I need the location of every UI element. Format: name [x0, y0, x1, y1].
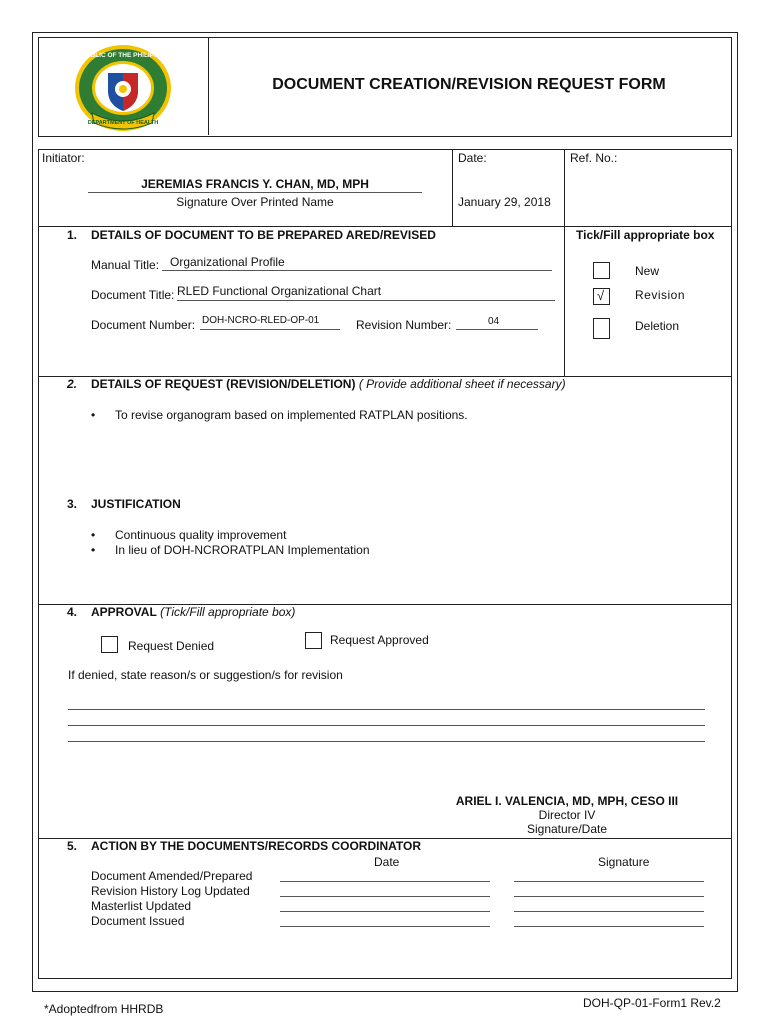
initiator-name: JEREMIAS FRANCIS Y. CHAN, MD, MPH — [141, 177, 369, 191]
date-label: Date: — [458, 151, 487, 165]
action-signature-line-2[interactable] — [514, 896, 704, 897]
section2-heading: DETAILS OF REQUEST (REVISION/DELETION) — [91, 377, 356, 391]
initiator-signature-line — [88, 192, 422, 193]
ref-no-label: Ref. No.: — [570, 151, 618, 165]
approver-caption: Signature/Date — [526, 822, 608, 836]
reason-line-1[interactable] — [68, 709, 705, 710]
revision-label: Revision — [635, 288, 686, 302]
action-date-line-4[interactable] — [280, 926, 490, 927]
new-checkbox[interactable] — [593, 262, 610, 279]
signature-caption: Signature Over Printed Name — [176, 195, 334, 209]
new-label: New — [635, 264, 660, 278]
request-denied-checkbox[interactable] — [101, 636, 118, 653]
section1-number: 1. — [67, 228, 78, 242]
request-denied-label: Request Denied — [128, 639, 215, 653]
section3-number: 3. — [67, 497, 78, 511]
approver-title: Director IV — [538, 808, 596, 822]
date-value: January 29, 2018 — [458, 195, 551, 209]
action-signature-line-3[interactable] — [514, 911, 704, 912]
section5-heading: ACTION BY THE DOCUMENTS/RECORDS COORDINATOR — [91, 839, 422, 853]
deletion-label: Deletion — [635, 319, 680, 333]
revision-number-label: Revision Number: — [356, 318, 452, 332]
footer-left: *Adoptedfrom HHRDB — [44, 1002, 164, 1016]
form-title: DOCUMENT CREATION/REVISION REQUEST FORM — [272, 76, 666, 93]
revision-number-value: 04 — [488, 316, 500, 327]
action-row-label-1: Document Amended/Prepared — [91, 869, 253, 883]
action-date-line-3[interactable] — [280, 911, 490, 912]
document-title-value: RLED Functional Organizational Chart — [177, 284, 382, 298]
request-approved-label: Request Approved — [330, 633, 429, 647]
action-signature-header: Signature — [598, 855, 650, 869]
document-number-label: Document Number: — [91, 318, 196, 332]
tick-fill-heading: Tick/Fill appropriate box — [576, 228, 715, 242]
section2-heading-wrap — [91, 377, 566, 391]
svg-text:DEPARTMENT OF HEALTH: DEPARTMENT OF HEALTH — [87, 120, 159, 126]
section2-note: ( Provide additional sheet if necessary) — [358, 377, 566, 391]
section2-number: 2. — [67, 377, 78, 391]
reason-line-2[interactable] — [68, 725, 705, 726]
doh-seal-logo — [72, 43, 174, 133]
reason-prompt: If denied, state reason/s or suggestion/s for revision — [68, 668, 343, 682]
revision-checkbox[interactable] — [593, 288, 610, 305]
action-date-line-2[interactable] — [280, 896, 490, 897]
section3-bullet-1: • Continuous quality improvement — [115, 528, 286, 542]
svg-text:REPUBLIC OF THE PHILIPPINES: REPUBLIC OF THE PHILIPPINES — [72, 52, 174, 59]
request-approved-checkbox[interactable] — [305, 632, 322, 649]
action-signature-line-4[interactable] — [514, 926, 704, 927]
action-date-header: Date — [374, 855, 400, 869]
section1-heading: DETAILS OF DOCUMENT TO BE PREPARED ARED/REVISED — [91, 228, 436, 242]
manual-title-label: Manual Title: — [91, 258, 160, 272]
action-row-label-3: Masterlist Updated — [91, 899, 192, 913]
section4-heading-wrap — [91, 605, 295, 619]
section4-note: (Tick/Fill appropriate box) — [160, 605, 296, 619]
document-title-label: Document Title: — [91, 288, 175, 302]
initiator-date-divider — [452, 149, 453, 226]
section2-bullet: • To revise organogram based on implemented RATPLAN positions. — [115, 408, 468, 422]
initiator-row-bottom — [38, 226, 731, 227]
revision-check-mark: √ — [597, 288, 605, 303]
action-row-label-4: Document Issued — [91, 914, 185, 928]
footer-right: DOH-QP-01-Form1 Rev.2 — [583, 996, 721, 1010]
initiator-label: Initiator: — [42, 151, 85, 165]
section5-number: 5. — [67, 839, 78, 853]
section4-number: 4. — [67, 605, 78, 619]
manual-title-value: Organizational Profile — [170, 255, 285, 269]
section3-bullet-2: • In lieu of DOH-NCRORATPLAN Implementation — [115, 543, 370, 557]
reason-line-3[interactable] — [68, 741, 705, 742]
section3-heading: JUSTIFICATION — [91, 497, 181, 511]
deletion-checkbox[interactable] — [593, 318, 610, 339]
action-signature-line-1[interactable] — [514, 881, 704, 882]
document-number-value: DOH-NCRO-RLED-OP-01 — [202, 315, 320, 326]
date-ref-divider — [564, 149, 565, 376]
approver-name: ARIEL I. VALENCIA, MD, MPH, CESO III — [455, 794, 679, 808]
action-row-label-2: Revision History Log Updated — [91, 884, 250, 898]
action-date-line-1[interactable] — [280, 881, 490, 882]
section4-heading: APPROVAL — [91, 605, 157, 619]
